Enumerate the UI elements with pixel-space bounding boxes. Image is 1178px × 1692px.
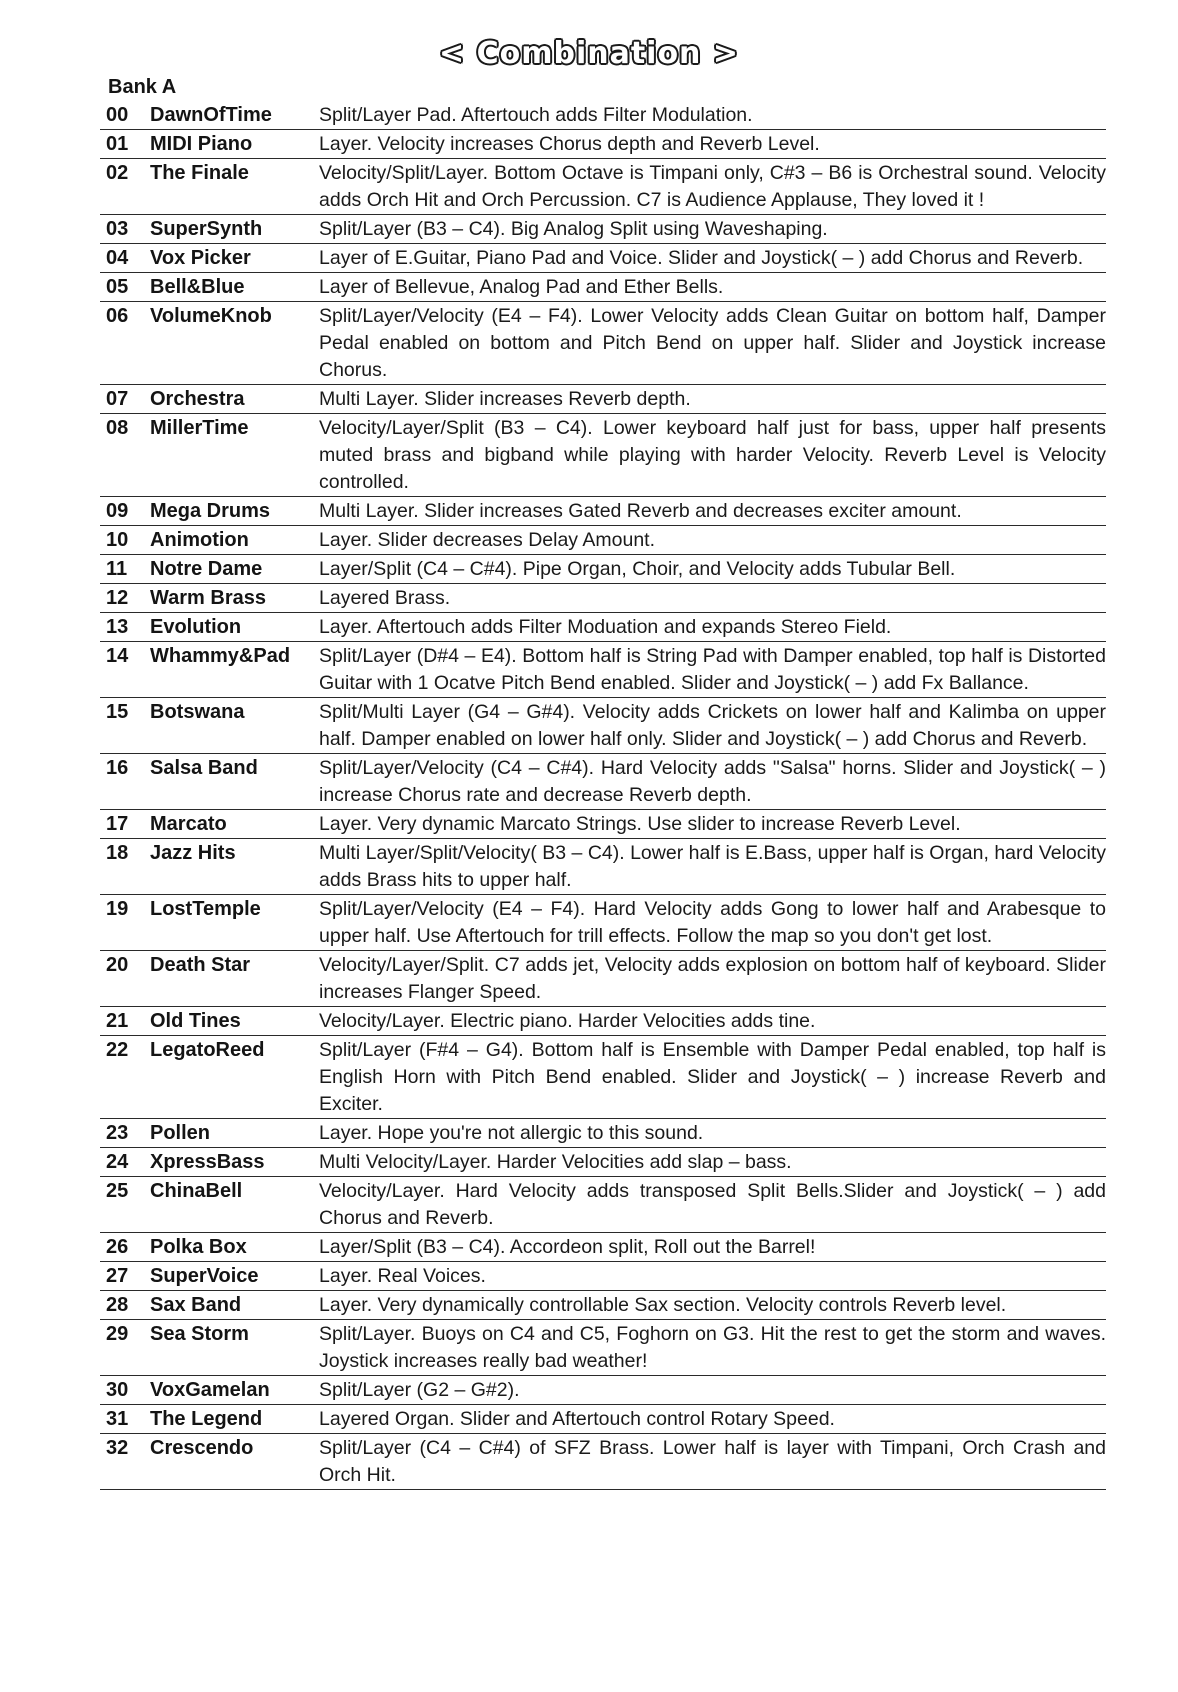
entry-name: Whammy&Pad: [150, 645, 291, 667]
list-item: [100, 698, 1106, 754]
entry-name: Sax Band: [150, 1294, 242, 1316]
entry-number: 32: [106, 1437, 129, 1459]
entry-number: 00: [106, 104, 129, 126]
list-item: [100, 555, 1106, 584]
entry-description: Layer. Very dynamic Marcato Strings. Use slider to increase Reverb Level.: [319, 813, 961, 835]
entry-number: 06: [106, 305, 129, 327]
entry-name: Warm Brass: [150, 587, 266, 609]
entry-name: XpressBass: [150, 1151, 265, 1173]
entry-number: 17: [106, 813, 129, 835]
entry-name: SuperSynth: [150, 218, 263, 240]
entry-number: 19: [106, 898, 129, 920]
list-item: [100, 1036, 1106, 1119]
entry-name: Notre Dame: [150, 558, 263, 580]
entry-number: 29: [106, 1323, 129, 1345]
list-item: [100, 810, 1106, 839]
entry-description: Split/Layer (G2 – G#2).: [319, 1379, 520, 1401]
entry-description: Layer/Split (B3 – C4). Accordeon split, Roll out the Barrel!: [319, 1236, 816, 1258]
list-item: [100, 1434, 1106, 1490]
entry-description: Split/Layer/Velocity (C4 – C#4). Hard Velocity adds "Salsa" horns. Slider and Joystick( – ) increase Chorus rate and decrease Reverb depth.: [319, 757, 1106, 806]
entry-description: Layer. Aftertouch adds Filter Moduation and expands Stereo Field.: [319, 616, 892, 638]
entry-number: 25: [106, 1180, 129, 1202]
list-item: [100, 215, 1106, 244]
entry-number: 18: [106, 842, 129, 864]
list-item: [100, 497, 1106, 526]
list-item: [100, 385, 1106, 414]
list-item: [100, 1177, 1106, 1233]
entry-description: Velocity/Layer/Split (B3 – C4). Lower keyboard half just for bass, upper half presents muted brass and bigband while playing with harder Velocity. Reverb Level is Velocity controlled.: [319, 417, 1106, 493]
list-item: [100, 302, 1106, 385]
list-item: [100, 642, 1106, 698]
list-item: [100, 101, 1106, 130]
entry-number: 04: [106, 247, 129, 269]
entry-number: 27: [106, 1265, 129, 1287]
entry-name: Evolution: [150, 616, 242, 638]
entry-name: VolumeKnob: [150, 305, 272, 327]
entry-description: Split/Layer (C4 – C#4) of SFZ Brass. Lower half is layer with Timpani, Orch Crash and Orch Hit.: [319, 1437, 1106, 1486]
entry-name: Mega Drums: [150, 500, 271, 522]
entry-description: Layer of Bellevue, Analog Pad and Ether Bells.: [319, 276, 724, 298]
entry-name: LostTemple: [150, 898, 261, 920]
list-item: [100, 1291, 1106, 1320]
entry-description: Split/Layer Pad. Aftertouch adds Filter Modulation.: [319, 104, 753, 126]
entry-number: 20: [106, 954, 129, 976]
entry-number: 24: [106, 1151, 129, 1173]
entry-number: 11: [106, 558, 128, 580]
entry-name: Death Star: [150, 954, 251, 976]
entry-name: Crescendo: [150, 1437, 254, 1459]
entry-name: Salsa Band: [150, 757, 258, 779]
entry-name: Marcato: [150, 813, 227, 835]
list-item: [100, 839, 1106, 895]
page-title: < Combination >: [439, 36, 739, 71]
entry-description: Layer. Velocity increases Chorus depth and Reverb Level.: [319, 133, 820, 155]
entry-description: Split/Layer (D#4 – E4). Bottom half is String Pad with Damper enabled, top half is Distorted Guitar with 1 Ocatve Pitch Bend enabled. Slider and Joystick( – ) add Fx Ballance.: [319, 645, 1106, 694]
entry-number: 26: [106, 1236, 129, 1258]
entry-number: 31: [106, 1408, 129, 1430]
entry-number: 30: [106, 1379, 129, 1401]
list-item: [100, 526, 1106, 555]
entry-description: Velocity/Split/Layer. Bottom Octave is Timpani only, C#3 – B6 is Orchestral sound. Velocity adds Orch Hit and Orch Percussion. C7 is Audience Applause, They loved it !: [319, 162, 1106, 211]
entry-number: 12: [106, 587, 129, 609]
entry-name: The Legend: [150, 1408, 263, 1430]
entry-description: Multi Layer/Split/Velocity( B3 – C4). Lower half is E.Bass, upper half is Organ, hard Velocity adds Brass hits to upper half.: [319, 842, 1106, 891]
list-item: [100, 1119, 1106, 1148]
entry-description: Layer. Hope you're not allergic to this sound.: [319, 1122, 704, 1144]
entry-number: 23: [106, 1122, 129, 1144]
list-item: [100, 1405, 1106, 1434]
list-item: [100, 1320, 1106, 1376]
entry-description: Layer/Split (C4 – C#4). Pipe Organ, Choir, and Velocity adds Tubular Bell.: [319, 558, 956, 580]
entry-description: Layer. Real Voices.: [319, 1265, 486, 1287]
entry-description: Multi Layer. Slider increases Reverb depth.: [319, 388, 691, 410]
list-item: [100, 754, 1106, 810]
entry-name: The Finale: [150, 162, 249, 184]
entry-name: Vox Picker: [150, 247, 251, 269]
entry-description: Split/Layer (B3 – C4). Big Analog Split using Waveshaping.: [319, 218, 828, 240]
list-item: [100, 584, 1106, 613]
list-item: [100, 414, 1106, 497]
entry-description: Velocity/Layer. Electric piano. Harder Velocities adds tine.: [319, 1010, 816, 1032]
entry-description: Split/Layer/Velocity (E4 – F4). Hard Velocity adds Gong to lower half and Arabesque to upper half. Use Aftertouch for trill effects. Follow the map so you don't get lost.: [319, 898, 1106, 947]
list-item: [100, 273, 1106, 302]
entry-description: Split/Layer. Buoys on C4 and C5, Foghorn on G3. Hit the rest to get the storm and waves. Joystick increases really bad weather!: [319, 1323, 1106, 1372]
entry-name: LegatoReed: [150, 1039, 265, 1061]
entry-description: Split/Layer/Velocity (E4 – F4). Lower Velocity adds Clean Guitar on bottom half, Damper Pedal enabled on bottom and Pitch Bend on upper half. Slider and Joystick increase Chorus.: [319, 305, 1106, 381]
entry-number: 22: [106, 1039, 129, 1061]
entry-number: 13: [106, 616, 129, 638]
entry-name: Pollen: [150, 1122, 211, 1144]
entry-number: 02: [106, 162, 129, 184]
entry-name: Animotion: [150, 529, 249, 551]
entry-number: 10: [106, 529, 129, 551]
list-item: [100, 1262, 1106, 1291]
entry-description: Multi Velocity/Layer. Harder Velocities add slap – bass.: [319, 1151, 792, 1173]
entry-description: Layer of E.Guitar, Piano Pad and Voice. Slider and Joystick( – ) add Chorus and Reverb.: [319, 247, 1084, 269]
list-item: [100, 1233, 1106, 1262]
entry-name: Orchestra: [150, 388, 245, 410]
list-item: [100, 1148, 1106, 1177]
entry-number: 08: [106, 417, 129, 439]
bank-heading: Bank A: [108, 76, 177, 98]
entry-description: Split/Layer (F#4 – G4). Bottom half is Ensemble with Damper Pedal enabled, top half is English Horn with Pitch Bend enabled. Slider and Joystick( – ) increase Reverb and Exciter.: [319, 1039, 1106, 1115]
entry-description: Velocity/Layer. Hard Velocity adds transposed Split Bells.Slider and Joystick( – ) add Chorus and Reverb.: [319, 1180, 1106, 1229]
entry-number: 21: [106, 1010, 129, 1032]
entry-name: Botswana: [150, 701, 245, 723]
entry-number: 28: [106, 1294, 129, 1316]
entry-description: Split/Multi Layer (G4 – G#4). Velocity adds Crickets on lower half and Kalimba on upper half. Damper enabled on lower half only. Slider and Joystick( – ) add Chorus and Reverb.: [319, 701, 1106, 750]
entry-description: Layered Organ. Slider and Aftertouch control Rotary Speed.: [319, 1408, 835, 1430]
entry-name: ChinaBell: [150, 1180, 243, 1202]
entry-description: Layered Brass.: [319, 587, 451, 609]
list-item: [100, 159, 1106, 215]
list-item: [100, 951, 1106, 1007]
entry-number: 07: [106, 388, 129, 410]
entry-name: Jazz Hits: [150, 842, 236, 864]
entry-description: Layer. Very dynamically controllable Sax section. Velocity controls Reverb level.: [319, 1294, 1007, 1316]
entry-name: DawnOfTime: [150, 104, 272, 126]
entry-name: Polka Box: [150, 1236, 247, 1258]
entry-name: Old Tines: [150, 1010, 241, 1032]
entry-description: Layer. Slider decreases Delay Amount.: [319, 529, 656, 551]
entry-number: 03: [106, 218, 129, 240]
entry-name: MillerTime: [150, 417, 249, 439]
list-item: [100, 244, 1106, 273]
entry-name: SuperVoice: [150, 1265, 259, 1287]
list-item: [100, 130, 1106, 159]
entry-name: Bell&Blue: [150, 276, 245, 298]
entry-name: MIDI Piano: [150, 133, 253, 155]
entry-number: 14: [106, 645, 129, 667]
list-item: [100, 895, 1106, 951]
entry-number: 09: [106, 500, 129, 522]
list-item: [100, 613, 1106, 642]
entry-number: 16: [106, 757, 129, 779]
entry-number: 05: [106, 276, 129, 298]
entry-name: Sea Storm: [150, 1323, 249, 1345]
entry-description: Velocity/Layer/Split. C7 adds jet, Velocity adds explosion on bottom half of keyboard. Slider increases Flanger Speed.: [319, 954, 1106, 1003]
entry-description: Multi Layer. Slider increases Gated Reverb and decreases exciter amount.: [319, 500, 962, 522]
entry-name: VoxGamelan: [150, 1379, 270, 1401]
list-item: [100, 1007, 1106, 1036]
entry-number: 01: [106, 133, 129, 155]
combination-list: [100, 101, 1106, 1490]
entry-number: 15: [106, 701, 129, 723]
list-item: [100, 1376, 1106, 1405]
